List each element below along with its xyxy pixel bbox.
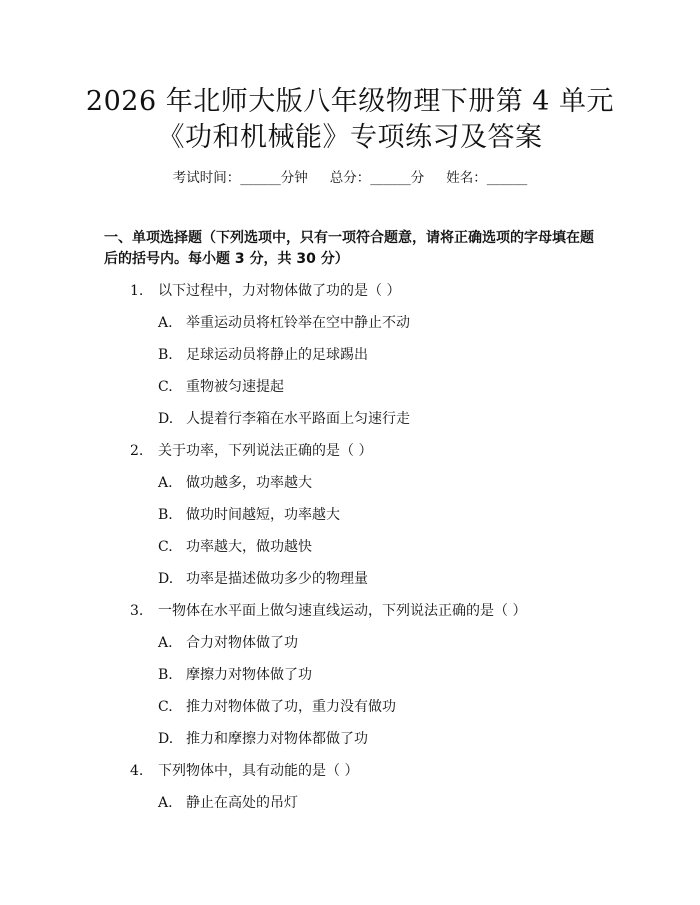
question-1-option-a — [158, 313, 598, 333]
option-text: 人提着行李箱在水平路面上匀速行走 — [186, 411, 410, 427]
question-number: 1. — [130, 283, 144, 299]
document-title-line1: 2026 年北师大版八年级物理下册第 4 单元 — [85, 86, 615, 117]
question-4-option-a — [158, 793, 598, 813]
option-letter: B. — [158, 347, 173, 363]
question-2-option-a — [158, 473, 598, 493]
question-3-option-b — [158, 665, 598, 685]
question-1-option-c — [158, 377, 598, 397]
document-title-line2: 《功和机械能》专项练习及答案 — [157, 122, 543, 153]
question-1-option-b — [158, 345, 598, 365]
option-letter: A. — [158, 475, 173, 491]
question-3-option-d — [158, 729, 598, 749]
option-letter: C. — [158, 539, 173, 555]
total-score-field: 总分：______分 — [329, 170, 425, 186]
option-text: 做功越多，功率越大 — [186, 475, 312, 491]
question-2-option-b — [158, 505, 598, 525]
section-heading-line2: 后的括号内。每小题 3 分，共 30 分） — [104, 251, 349, 267]
option-text: 功率越大，做功越快 — [186, 539, 312, 555]
question-number: 2. — [130, 443, 144, 459]
question-number: 3. — [130, 603, 144, 619]
exam-meta-line — [0, 168, 700, 188]
option-letter: B. — [158, 507, 173, 523]
question-1 — [130, 281, 610, 301]
question-number: 4. — [130, 763, 144, 779]
question-2 — [130, 441, 610, 461]
option-text: 做功时间越短，功率越大 — [186, 507, 340, 523]
option-text: 功率是描述做功多少的物理量 — [186, 571, 368, 587]
option-letter: D. — [158, 571, 174, 587]
student-name-field: 姓名：______ — [446, 170, 528, 186]
question-2-option-d — [158, 569, 598, 589]
question-1-option-d — [158, 409, 598, 429]
option-letter: A. — [158, 795, 173, 811]
question-2-option-c — [158, 537, 598, 557]
question-4 — [130, 761, 610, 781]
option-letter: A. — [158, 635, 173, 651]
option-letter: B. — [158, 667, 173, 683]
exam-time-field: 考试时间：______分钟 — [172, 170, 308, 186]
option-letter: D. — [158, 411, 174, 427]
option-text: 推力对物体做了功，重力没有做功 — [186, 699, 396, 715]
option-letter: C. — [158, 699, 173, 715]
option-text: 摩擦力对物体做了功 — [186, 667, 312, 683]
option-text: 举重运动员将杠铃举在空中静止不动 — [186, 315, 410, 331]
section-heading — [104, 228, 604, 270]
question-text: 下列物体中，具有动能的是（ ） — [158, 763, 359, 779]
question-3 — [130, 601, 610, 621]
section-heading-line1: 一、单项选择题（下列选项中，只有一项符合题意，请将正确选项的字母填在题 — [104, 230, 594, 246]
question-text: 以下过程中，力对物体做了功的是（ ） — [158, 283, 401, 299]
question-3-option-a — [158, 633, 598, 653]
question-3-option-c — [158, 697, 598, 717]
option-text: 合力对物体做了功 — [186, 635, 298, 651]
option-text: 推力和摩擦力对物体都做了功 — [186, 731, 368, 747]
question-text: 一物体在水平面上做匀速直线运动，下列说法正确的是（ ） — [158, 603, 527, 619]
option-letter: A. — [158, 315, 173, 331]
option-letter: C. — [158, 379, 173, 395]
option-text: 重物被匀速提起 — [186, 379, 284, 395]
option-text: 静止在高处的吊灯 — [186, 795, 298, 811]
question-text: 关于功率，下列说法正确的是（ ） — [158, 443, 373, 459]
option-letter: D. — [158, 731, 174, 747]
option-text: 足球运动员将静止的足球踢出 — [186, 347, 368, 363]
